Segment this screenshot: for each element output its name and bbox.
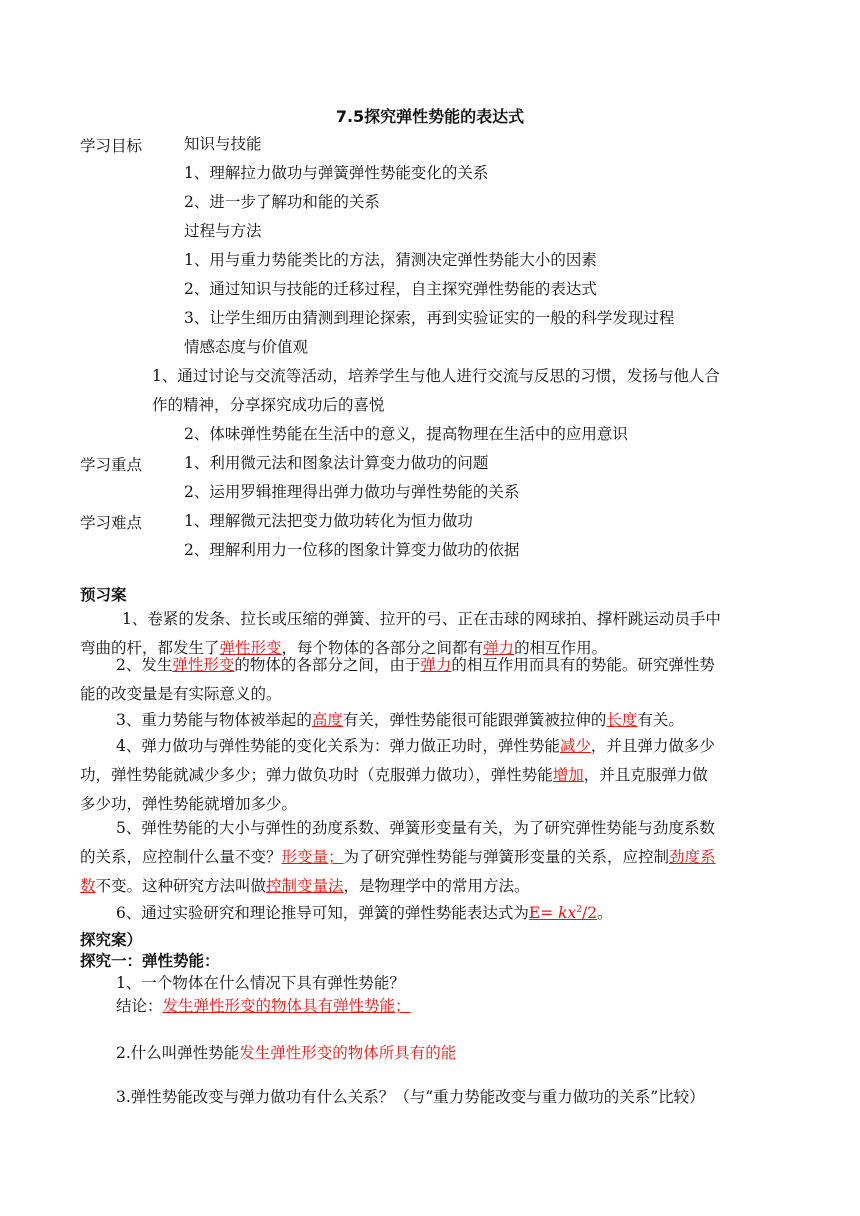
process-item-2: 2、通过知识与技能的迁移过程，自主探究弹性势能的表达式 bbox=[184, 280, 597, 298]
difficulty-2: 2、理解利用力一位移的图象计算变力做功的依据 bbox=[184, 541, 520, 559]
answer-explore-q1: 发生弹性形变的物体具有弹性势能； bbox=[162, 997, 411, 1015]
page-title: 7.5探究弹性势能的表达式 bbox=[335, 107, 525, 126]
preview-q2: 2、发生弹性形变的物体的各部分之间，由于弹力的相互作用而具有的势能。研究弹性势 能的改变量是有实际意义的。 bbox=[80, 656, 715, 703]
explore-sub1: 探究一：弹性势能： bbox=[80, 952, 220, 970]
emotion-item-2: 2、体味弹性势能在生活中的意义，提高物理在生活中的应用意识 bbox=[184, 425, 628, 443]
answer-q2-2: 弹力 bbox=[420, 656, 452, 674]
knowledge-item-2: 2、进一步了解功和能的关系 bbox=[184, 193, 380, 211]
explore-heading: 探究案） bbox=[80, 931, 143, 949]
answer-explore-q2: 发生弹性形变的物体所具有的能 bbox=[239, 1044, 457, 1062]
explore-q1: 1、一个物体在什么情况下具有弹性势能？ bbox=[116, 974, 405, 992]
answer-q5-1: 形变量； bbox=[281, 848, 344, 866]
answer-q4-1: 减少 bbox=[559, 737, 591, 755]
difficulty-1: 1、理解微元法把变力做功转化为恒力做功 bbox=[184, 512, 473, 530]
keypoints-label: 学习重点 bbox=[80, 456, 143, 474]
knowledge-item-1: 1、理解拉力做功与弹簧弹性势能变化的关系 bbox=[184, 164, 489, 182]
answer-q6: $E= kx^2/2$ bbox=[528, 904, 598, 923]
answer-q5-2b: 数 bbox=[80, 877, 96, 895]
objectives-label: 学习目标 bbox=[80, 137, 143, 155]
preview-q4: 4、弹力做功与弹性势能的变化关系为：弹力做正功时，弹性势能减少，并且弹力做多少 功，弹性势能就减少多少；弹力做负功时（克服弹力做功），弹性势能增加，并且克服弹力做 多少功，弹性势能就增加多少。 bbox=[80, 737, 715, 813]
emotion-heading: 情感态度与价值观 bbox=[184, 338, 309, 356]
answer-q3-1: 高度 bbox=[311, 711, 343, 729]
answer-q3-2: 长度 bbox=[606, 711, 638, 729]
explore-q3: 3.弹性势能改变与弹力做功有什么关系？（与“重力势能改变与重力做功的关系”比较） bbox=[116, 1088, 705, 1106]
knowledge-heading: 知识与技能 bbox=[184, 135, 262, 153]
preview-q1: 1、卷紧的发条、拉长或压缩的弹簧、拉开的弓、正在击球的网球拍、撑杆跳运动员手中 弯曲的杆，都发生了弹性形变，每个物体的各部分之间都有弹力的相互作用。 bbox=[80, 610, 721, 657]
emotion-item-1b: 作的精神，分享探究成功后的喜悦 bbox=[152, 396, 385, 414]
answer-q1-1: 弹性形变 bbox=[219, 639, 282, 657]
explore-q1-conclusion: 结论：发生弹性形变的物体具有弹性势能； bbox=[116, 997, 411, 1015]
difficulties-label: 学习难点 bbox=[80, 514, 143, 532]
answer-q4-2: 增加 bbox=[552, 766, 584, 784]
emotion-item-1a: 1、通过讨论与交流等活动，培养学生与他人进行交流与反思的习惯，发扬与他人合 bbox=[152, 367, 720, 385]
process-item-1: 1、用与重力势能类比的方法，猜测决定弹性势能大小的因素 bbox=[184, 251, 597, 269]
process-heading: 过程与方法 bbox=[184, 222, 262, 240]
answer-q1-2: 弹力 bbox=[483, 639, 515, 657]
preview-q5: 5、弹性势能的大小与弹性的劲度系数、弹簧形变量有关，为了研究弹性势能与劲度系数 的关系，应控制什么量不变？形变量；为了研究弹性势能与弹簧形变量的关系，应控制劲度系 数不变。这种研究方法叫做控制变量法，是物理学中的常用方法。 bbox=[80, 819, 716, 895]
process-item-3: 3、让学生细历由猜测到理论探索，再到实验证实的一般的科学发现过程 bbox=[184, 309, 675, 327]
keypoint-2: 2、运用罗辑推理得出弹力做功与弹性势能的关系 bbox=[184, 483, 520, 501]
answer-q5-3: 控制变量法 bbox=[266, 877, 344, 895]
explore-q2: 2.什么叫弹性势能发生弹性形变的物体所具有的能 bbox=[116, 1044, 457, 1062]
preview-heading: 预习案 bbox=[80, 586, 127, 604]
keypoint-1: 1、利用微元法和图象法计算变力做功的问题 bbox=[184, 454, 489, 472]
answer-q2-1: 弹性形变 bbox=[172, 656, 235, 674]
preview-q6: 6、通过实验研究和理论推导可知，弹簧的弹性势能表达式为$E= kx^2/2$。 bbox=[116, 904, 613, 923]
answer-q5-2a: 劲度系 bbox=[669, 848, 716, 866]
preview-q3: 3、重力势能与物体被举起的高度有关，弹性势能很可能跟弹簧被拉伸的长度有关。 bbox=[116, 711, 684, 729]
